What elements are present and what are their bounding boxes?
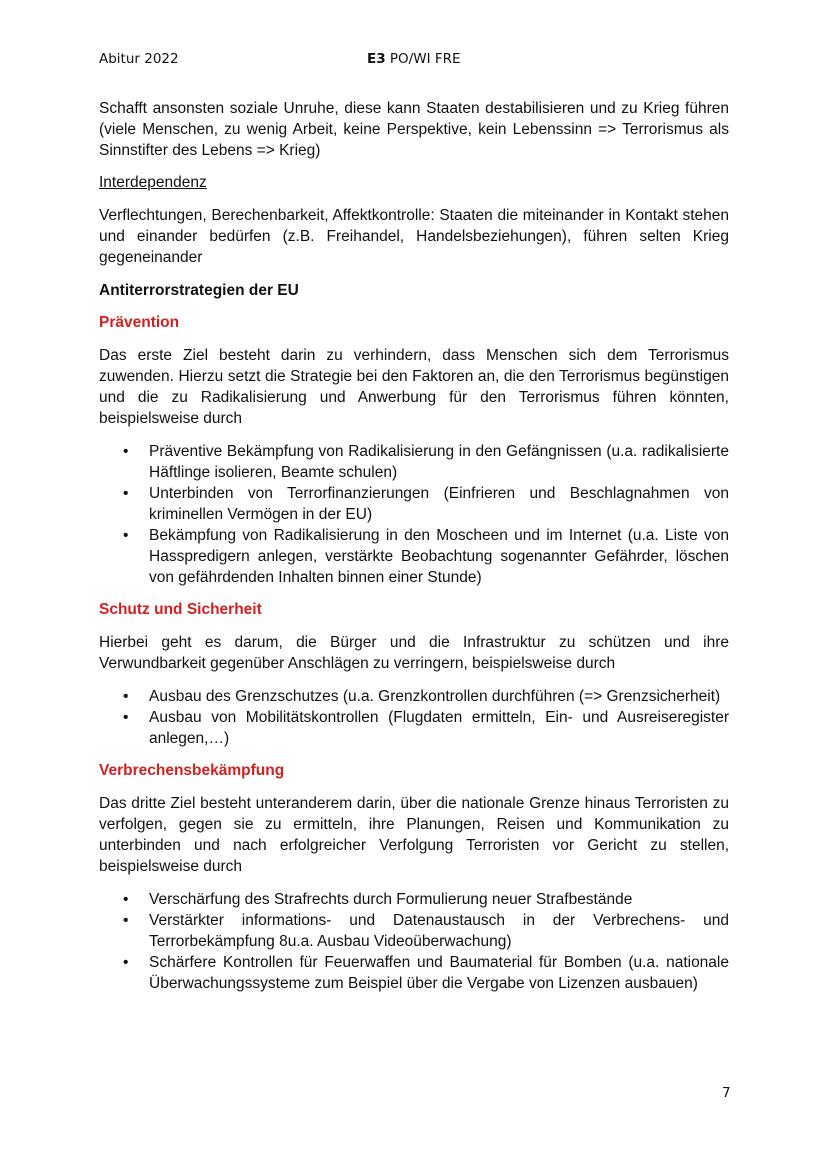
- list-item: • Verstärkter informations- und Datenaustausch in der Verbrechens- und Terrorbekämpfung 8u.a. Ausbau Videoüberwachung): [99, 910, 729, 952]
- list-item: • Ausbau des Grenzschutzes (u.a. Grenzkontrollen durchführen (=> Grenzsicherheit): [99, 686, 729, 707]
- page-number: 7: [722, 1085, 731, 1101]
- section-text-praevention: Das erste Ziel besteht darin zu verhindern, dass Menschen sich dem Terrorismus zuwenden. Hierzu setzt die Strategie bei den Faktoren an, die den Terrorismus begünstigen und die zu Radikalisierung und Anwerbung für den Terrorismus führen könnten, beispielsweise durch: [99, 347, 729, 427]
- section-heading-schutz: Schutz und Sicherheit: [99, 601, 262, 618]
- list-item: • Verschärfung des Strafrechts durch Formulierung neuer Strafbestände: [99, 889, 729, 910]
- page-content: [99, 98, 729, 994]
- section-text-schutz: Hierbei geht es darum, die Bürger und die Infrastruktur zu schützen und ihre Verwundbarkeit gegenüber Anschlägen zu verringern, beispielsweise durch: [99, 634, 729, 672]
- section-heading-praevention: Prävention: [99, 314, 180, 331]
- header-code-bold: E3: [367, 51, 386, 67]
- bullet-list-praevention: [99, 441, 729, 588]
- bullet-list-schutz: [99, 686, 729, 749]
- intro-paragraph: Schafft ansonsten soziale Unruhe, diese kann Staaten destabilisieren und zu Krieg führen (viele Menschen, zu wenig Arbeit, keine Perspektive, kein Lebenssinn => Terrorismus als Sinnstifter des Lebens => Krieg): [99, 100, 729, 159]
- list-item: • Bekämpfung von Radikalisierung in den Moscheen und im Internet (u.a. Liste von Hasspredigern anlegen, verstärkte Beobachtung sogenannter Gefährder, löschen von gefährdenden Inhalten binnen einer Stunde): [99, 525, 729, 588]
- list-item: • Schärfere Kontrollen für Feuerwaffen und Baumaterial für Bomben (u.a. nationale Überwachungssysteme zum Beispiel über die Vergabe von Lizenzen ausbauen): [99, 952, 729, 994]
- section-heading-verbrechen: Verbrechensbekämpfung: [99, 762, 285, 779]
- header-exam-year: Abitur 2022: [99, 51, 179, 67]
- section-text-verbrechen: Das dritte Ziel besteht unteranderem darin, über die nationale Grenze hinaus Terroristen zu verfolgen, gegen sie zu ermitteln, ihre Planungen, Reisen und Kommunikation zu unterbinden und nach erfolgreicher Verfolgung Terroristen vor Gericht zu stellen, beispielsweise durch: [99, 795, 729, 875]
- header-code-rest: PO/WI FRE: [385, 51, 461, 67]
- list-item: • Präventive Bekämpfung von Radikalisierung in den Gefängnissen (u.a. radikalisierte Häftlinge isolieren, Beamte schulen): [99, 441, 729, 483]
- header-course-code: [367, 51, 461, 67]
- interdependenz-heading: Interdependenz: [99, 174, 207, 191]
- bullet-list-verbrechen: [99, 889, 729, 994]
- list-item: • Ausbau von Mobilitätskontrollen (Flugdaten ermitteln, Ein- und Ausreiseregister anlegen,…): [99, 707, 729, 749]
- interdependenz-text: Verflechtungen, Berechenbarkeit, Affektkontrolle: Staaten die miteinander in Kontakt stehen und einander bedürfen (z.B. Freihandel, Handelsbeziehungen), führen selten Krieg gegeneinander: [99, 207, 729, 266]
- main-heading: Antiterrorstrategien der EU: [99, 282, 299, 299]
- list-item: • Unterbinden von Terrorfinanzierungen (Einfrieren und Beschlagnahmen von kriminellen Vermögen in der EU): [99, 483, 729, 525]
